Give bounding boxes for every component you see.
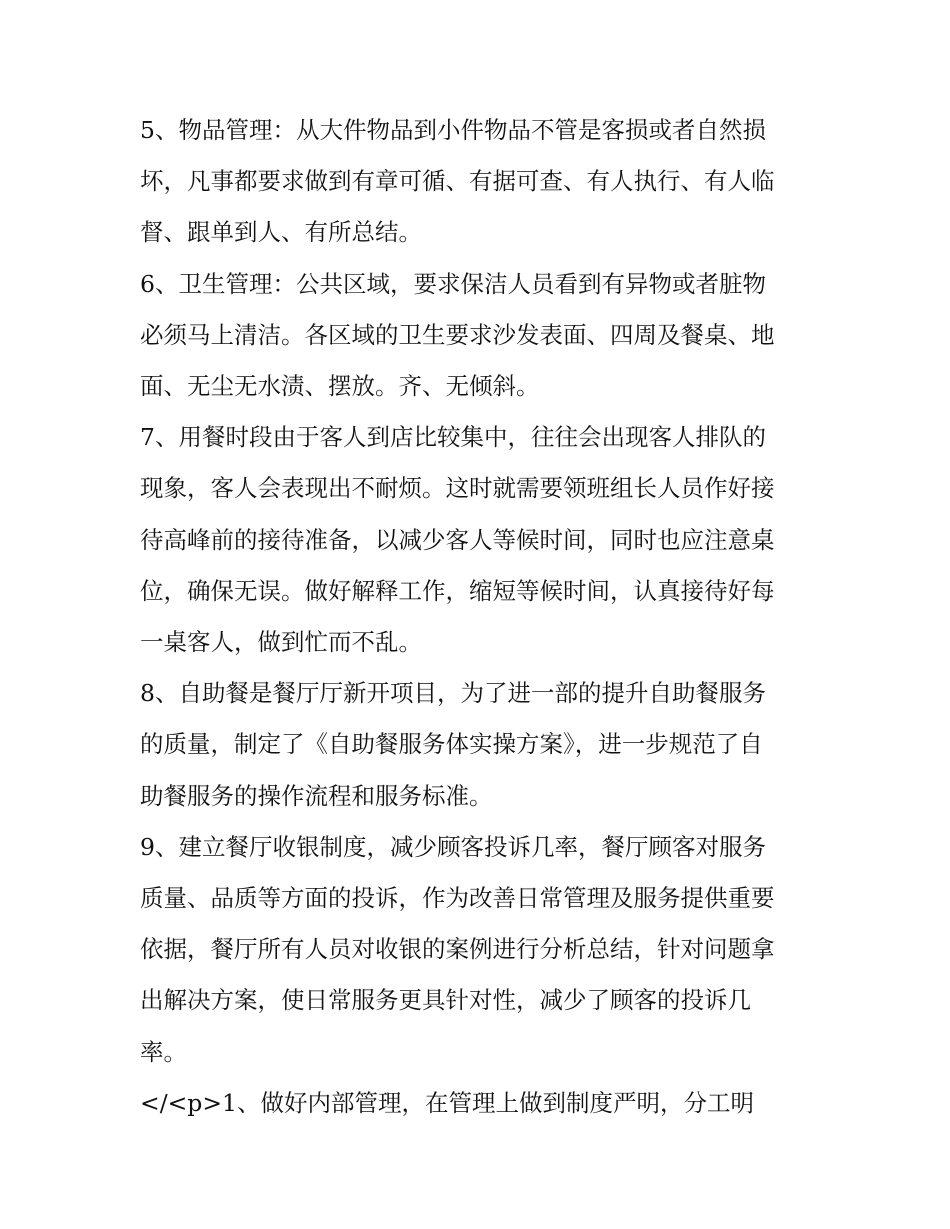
text-line: 待高峰前的接待准备，以减少客人等候时间，同时也应注意桌	[140, 525, 775, 554]
text-line: 位，确保无误。做好解释工作，缩短等候时间，认真接待好每	[140, 576, 775, 605]
text-line: 督、跟单到人、有所总结。	[140, 218, 422, 247]
text-line: 6、卫生管理：公共区域，要求保洁人员看到有异物或者脏物	[140, 269, 766, 298]
text-line: 率。	[140, 1037, 187, 1066]
text-line: 一桌客人，做到忙而不乱。	[140, 628, 422, 657]
text-line: 9、建立餐厅收银制度，减少顾客投诉几率，餐厅顾客对服务	[140, 832, 766, 861]
text-line: 必须马上清洁。各区域的卫生要求沙发表面、四周及餐桌、地	[140, 320, 775, 349]
text-line: 7、用餐时段由于客人到店比较集中，往往会出现客人排队的	[140, 423, 766, 452]
text-line: 8、自助餐是餐厅厅新开项目，为了进一部的提升自助餐服务	[140, 679, 766, 708]
text-line: 依据，餐厅所有人员对收银的案例进行分析总结，针对问题拿	[140, 935, 775, 964]
text-line: 5、物品管理：从大件物品到小件物品不管是客损或者自然损	[140, 116, 766, 144]
text-line: 面、无尘无水渍、摆放。齐、无倾斜。	[140, 372, 540, 401]
text-line: </<p>1、做好内部管理，在管理上做到制度严明，分工明	[140, 1088, 754, 1117]
text-line: 坏，凡事都要求做到有章可循、有据可查、有人执行、有人临	[140, 167, 775, 196]
text-line: 现象，客人会表现出不耐烦。这时就需要领班组长人员作好接	[140, 474, 775, 503]
text-line: 的质量，制定了《自助餐服务体实操方案》，进一步规范了自	[140, 730, 763, 759]
text-line: 出解决方案，使日常服务更具针对性，减少了顾客的投诉几	[140, 986, 751, 1015]
text-line: 质量、品质等方面的投诉，作为改善日常管理及服务提供重要	[140, 884, 775, 913]
document-body	[140, 105, 820, 1129]
text-line: 助餐服务的操作流程和服务标准。	[140, 781, 493, 810]
